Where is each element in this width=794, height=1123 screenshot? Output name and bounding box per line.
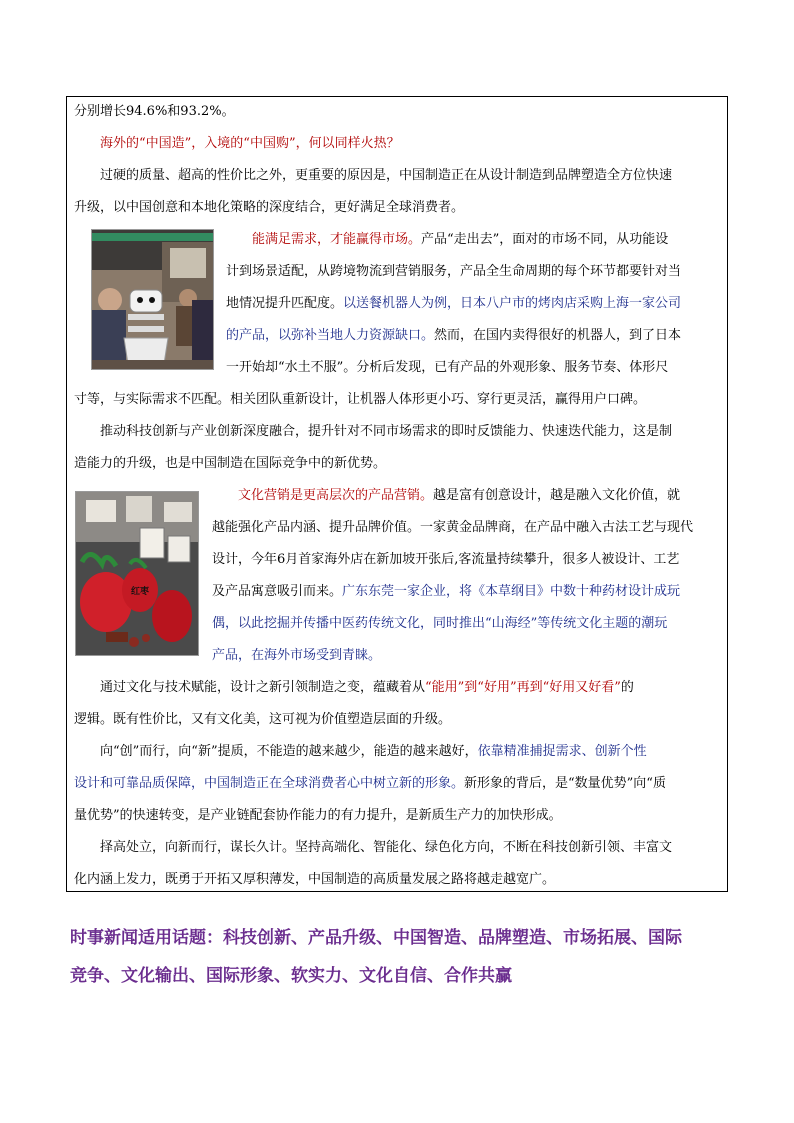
article-line: 逻辑。既有性价比，又有文化美，这可视为价值塑造层面的升级。 xyxy=(74,712,452,727)
text-run: 产品“走出去”，面对的市场不同，从功能设 xyxy=(421,232,669,247)
text-run: 越是富有创意设计，越是融入文化价值，就 xyxy=(433,488,681,503)
article-line xyxy=(74,776,666,792)
highlight-red: “能用”到“好用”再到“好用又好看” xyxy=(425,680,621,695)
highlight-blue: 依靠精准捕捉需求、创新个性 xyxy=(477,744,647,759)
text-run: 通过文化与技术赋能，设计之新引领制造之变，蕴藏着从 xyxy=(100,680,426,695)
article-heading: 海外的“中国造”，入境的“中国购”，何以同样火热？ xyxy=(100,136,400,151)
article-line: 升级，以中国创意和本地化策略的深度结合，更好满足全球消费者。 xyxy=(74,200,465,215)
article-line xyxy=(226,328,681,344)
topics-line-1: 时事新闻适用话题：科技创新、产品升级、中国智造、品牌塑造、市场拓展、国际 xyxy=(70,928,682,948)
toy-tag-label: 红枣 xyxy=(131,587,150,597)
article-line: 化内涵上发力，既勇于开拓又厚积薄发，中国制造的高质量发展之路将越走越宽广。 xyxy=(74,872,556,887)
article-line: 计到场景适配，从跨境物流到营销服务，产品全生命周期的每个环节都要针对当 xyxy=(226,264,682,279)
article-line: 过硬的质量、超高的性价比之外，更重要的原因是，中国制造正在从设计制造到品牌塑造全方位快速 xyxy=(100,168,673,183)
article-line xyxy=(100,744,647,760)
text-run: 地情况提升匹配度。 xyxy=(226,296,344,311)
article-line xyxy=(238,488,680,504)
robot-restaurant-photo xyxy=(91,229,214,370)
article-line: 越能强化产品内涵、提升品牌价值。一家黄金品牌商，在产品中融入古法工艺与现代 xyxy=(212,520,694,535)
text-run: 的 xyxy=(620,680,634,695)
highlight-blue: 的产品，以弥补当地人力资源缺口。 xyxy=(226,328,435,343)
article-line: 设计，今年6月首家海外店在新加坡开张后,客流量持续攀升，很多人被设计、工艺 xyxy=(212,552,680,567)
toys-photo-image xyxy=(76,492,198,655)
article-line: 产品，在海外市场受到青睐。 xyxy=(212,648,382,663)
highlight-blue: 设计和可靠品质保障，中国制造正在全球消费者心中树立新的形象。 xyxy=(74,776,465,791)
article-line: 择高处立，向新而行，谋长久计。坚持高端化、智能化、绿色化方向，不断在科技创新引领、丰富文 xyxy=(100,840,673,855)
article-line xyxy=(212,584,680,600)
article-line: 寸等，与实际需求不匹配。相关团队重新设计，让机器人体形更小巧、穿行更灵活，赢得用户口碑。 xyxy=(74,392,647,407)
highlight-blue: 以送餐机器人为例，日本八户市的烤肉店采购上海一家公司 xyxy=(343,296,682,311)
text-run: 向“创”而行，向“新”提质，不能造的越来越少，能造的越来越好， xyxy=(100,744,478,759)
text-run: 然而，在国内卖得很好的机器人，到了日本 xyxy=(434,328,682,343)
robot-photo-image xyxy=(92,230,213,369)
article-line: 造能力的升级，也是中国制造在国际竞争中的新优势。 xyxy=(74,456,387,471)
article-line: 偶，以此挖掘并传播中医药传统文化，同时推出“山海经”等传统文化主题的潮玩 xyxy=(212,616,668,631)
highlight-blue: 广东东莞一家企业，将《本草纲目》中数十种药材设计成玩 xyxy=(342,584,681,599)
article-line: 量优势”的快速转变，是产业链配套协作能力的有力提升，是新质生产力的加快形成。 xyxy=(74,808,562,823)
article-line xyxy=(252,232,668,248)
highlight-red: 文化营销是更高层次的产品营销。 xyxy=(238,488,434,503)
article-line: 分别增长94.6%和93.2%。 xyxy=(74,104,235,119)
article-line: 推动科技创新与产业创新深度融合，提升针对不同市场需求的即时反馈能力、快速迭代能力，这是制 xyxy=(100,424,673,439)
article-line: 一开始却“水土不服”。分析后发现，已有产品的外观形象、服务节奏、体形尺 xyxy=(226,360,669,375)
text-run: 及产品寓意吸引而来。 xyxy=(212,584,343,599)
article-line xyxy=(226,296,681,312)
text-run: 新形象的背后，是“数量优势”向“质 xyxy=(464,776,666,791)
highlight-red: 能满足需求，才能赢得市场。 xyxy=(252,232,422,247)
herbal-toys-photo xyxy=(75,491,199,656)
article-line xyxy=(100,680,634,696)
topics-line-2: 竞争、文化输出、国际形象、软实力、文化自信、合作共赢 xyxy=(70,966,512,986)
